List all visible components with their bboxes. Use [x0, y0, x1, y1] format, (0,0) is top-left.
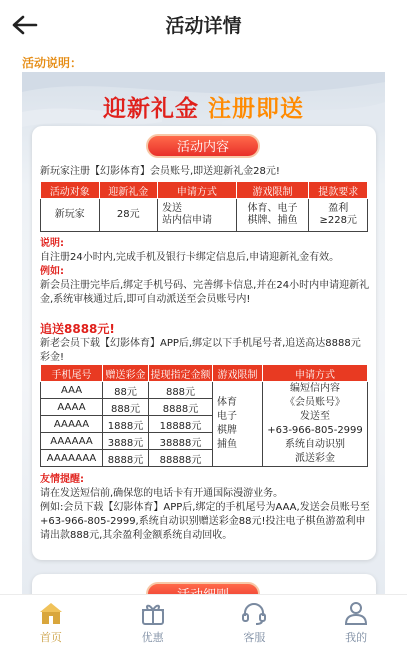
gift-icon [139, 600, 167, 626]
nav-item-home[interactable] [0, 595, 102, 649]
table-header: 赠送彩金 [103, 365, 149, 382]
table-header: 手机尾号 [41, 365, 103, 382]
tips-example-text: 例如:会员下载【幻影体育】APP后,绑定的手机尾号为AAA,发送会员账号至+63-966-805-2999,系统自动识别赠送彩金88元!投注电子棋鱼游盈利申请出款888元,其余盈利金额系统自动回收。 [40, 502, 370, 541]
activity-note-label: 活动说明： [22, 56, 83, 70]
example-text: 新会员注册完毕后,绑定手机号码、完善绑卡信息,并在24小时内申请迎新礼金,系统审核通过后,即可自动派送至会员账号内! [40, 280, 370, 305]
table-header: 提现指定金额 [149, 365, 213, 382]
table-row [41, 382, 368, 399]
welcome-bonus-table [40, 181, 368, 232]
table-cell: 1888元 [103, 416, 149, 433]
table-cell: 发送 站内信申请 [158, 199, 237, 232]
section-pill-activity-content: 活动内容 [146, 134, 260, 158]
table-header: 申请方式 [158, 182, 237, 199]
description-label: 说明: [40, 238, 64, 249]
description-text: 自注册24小时内,完成手机及银行卡绑定信息后,申请迎新礼金有效。 [40, 252, 340, 263]
banner-title [22, 90, 385, 123]
apply-method-cell: 编短信内容 《会员账号》 发送至 +63-966-805-2999 系统自动识别 派送彩金 [263, 382, 368, 467]
table-header-row [41, 182, 368, 199]
tips-text: 请在发送短信前,确保您的电话卡有开通国际漫游业务。 [40, 488, 284, 499]
nav-label-promotions: 优惠 [141, 631, 164, 644]
home-icon [37, 600, 65, 626]
table-cell: 888元 [103, 399, 149, 416]
table-cell: 新玩家 [41, 199, 100, 232]
headset-icon [240, 600, 268, 626]
table-header: 提款要求 [309, 182, 368, 199]
table-cell: 88888元 [149, 450, 213, 467]
table-cell: AAAAAA [41, 433, 103, 450]
table-cell: 3888元 [103, 433, 149, 450]
example-label: 例如: [40, 266, 64, 277]
nav-label-support: 客服 [243, 631, 266, 644]
table-header: 申请方式 [263, 365, 368, 382]
table-cell: 18888元 [149, 416, 213, 433]
nav-item-profile[interactable] [305, 595, 407, 649]
table-cell: 88元 [103, 382, 149, 399]
intro-text: 新玩家注册【幻影体育】会员账号,即送迎新礼金28元! [40, 166, 280, 177]
banner-title-part1: 迎新礼金 [102, 96, 199, 122]
game-limit-cell: 体育 电子 棋牌 捕鱼 [213, 382, 263, 467]
top-bar [0, 0, 407, 50]
table-cell: AAAAA [41, 416, 103, 433]
bonus-title: 追送8888元! [40, 322, 115, 336]
table-header: 活动对象 [41, 182, 100, 199]
table-cell: 38888元 [149, 433, 213, 450]
table-cell: 盈利 ≥228元 [309, 199, 368, 232]
phone-tail-bonus-table [40, 364, 368, 467]
bottom-nav [0, 594, 407, 649]
banner-title-part2: 注册即送 [208, 96, 304, 122]
table-header: 游戏限制 [213, 365, 263, 382]
table-header-row [41, 365, 368, 382]
nav-item-support[interactable] [204, 595, 306, 649]
table-cell: AAAA [41, 399, 103, 416]
activity-content-card [32, 126, 376, 560]
table-cell: AAAAAAA [41, 450, 103, 467]
page-title: 活动详情 [165, 15, 242, 37]
promo-banner [22, 72, 385, 594]
nav-label-profile: 我的 [345, 631, 368, 644]
table-cell: 8888元 [149, 399, 213, 416]
table-cell: AAA [41, 382, 103, 399]
table-cell: 体育、电子 棋牌、捕鱼 [236, 199, 309, 232]
user-icon [342, 600, 370, 626]
table-cell: 888元 [149, 382, 213, 399]
nav-item-promotions[interactable] [102, 595, 204, 649]
nav-label-home: 首页 [39, 631, 62, 644]
table-cell: 28元 [99, 199, 158, 232]
tips-label: 友情提醒: [40, 474, 84, 485]
bonus-text: 新老会员下载【幻影体育】APP后,绑定以下手机尾号者,追送高达8888元彩金! [40, 338, 361, 363]
table-header: 迎新礼金 [99, 182, 158, 199]
table-header: 游戏限制 [236, 182, 309, 199]
table-row [41, 199, 368, 232]
table-cell: 8888元 [103, 450, 149, 467]
